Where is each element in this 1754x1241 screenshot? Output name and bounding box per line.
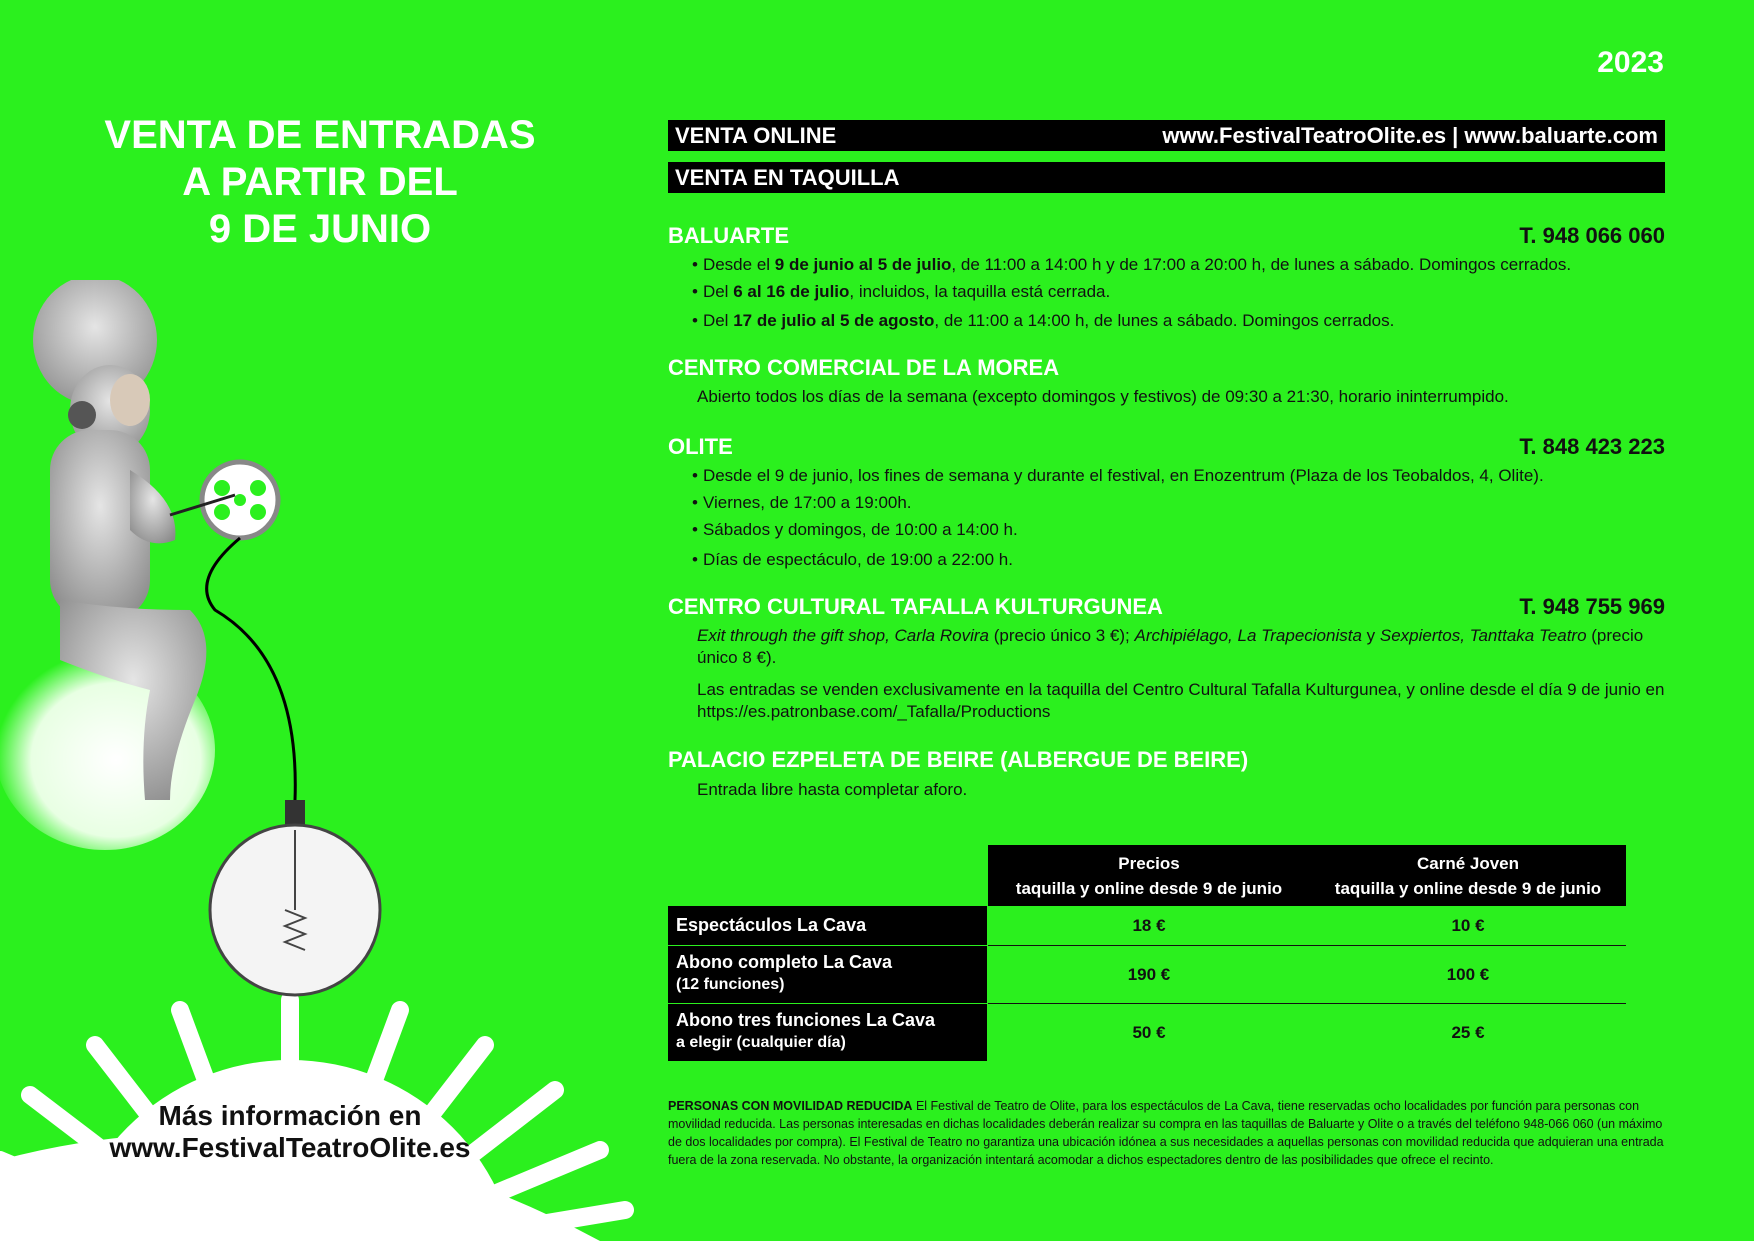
price-cell: 25 € (1451, 1023, 1485, 1042)
more-info-url[interactable]: www.FestivalTeatroOlite.es (109, 1132, 471, 1163)
price-cell: 10 € (1451, 916, 1485, 935)
table-row-label: Abono tres funciones La Cava a elegir (cualquier día) (668, 1004, 987, 1061)
olite-item-2: • Viernes, de 17:00 a 19:00h. (692, 492, 912, 514)
accessibility-note: PERSONAS CON MOVILIDAD REDUCIDA El Festival de Teatro de Olite, para los espectáculos de La Cava, tiene reservadas ocho localidades por función para personas con movilidad reducida. Las personas interesadas en dichas localidades deberán realizar su compra en las taquillas de Baluarte y Olite o a través del teléfono 948-066 060 (un máximo de dos localidades por compra). El Festival de Teatro no garantiza una ubicación idónea a sus necesidades a aquellas personas con movilidad reducida que adquieran una entrada fuera de la zona reservada. No obstante, la organización intentará acomodar a dichos espectadores dentro de las posibilidades que ofrece el recinto. (668, 1099, 1664, 1167)
morea-text: Abierto todos los días de la semana (excepto domingos y festivos) de 09:30 a 21:30, horario ininterrumpido. (697, 387, 1509, 406)
olite-heading (668, 433, 1665, 461)
morea-heading (668, 354, 1665, 382)
tafalla-heading (668, 593, 1665, 621)
baluarte-item-1: • Desde el 9 de junio al 5 de julio, de 11:00 a 14:00 h y de 17:00 a 20:00 h, de lunes a sábado. Domingos cerrados. (692, 254, 1571, 276)
more-info (70, 1100, 510, 1164)
baluarte-item-3: • Del 17 de julio al 5 de agosto, de 11:00 a 14:00 h, de lunes a sábado. Domingos cerrados. (692, 310, 1394, 332)
year: 2023 (1597, 46, 1664, 79)
baluarte-title: BALUARTE (668, 223, 789, 248)
tafalla-title: CENTRO CULTURAL TAFALLA KULTURGUNEA (668, 594, 1163, 619)
price-cell: 50 € (1132, 1023, 1166, 1042)
morea-title: CENTRO COMERCIAL DE LA MOREA (668, 355, 1060, 380)
venta-online-bar (668, 120, 1665, 151)
tafalla-phone: T. 948 755 969 (1519, 594, 1665, 619)
baluarte-phone: T. 948 066 060 (1519, 223, 1665, 248)
reel (202, 462, 278, 538)
bulb-icon (210, 800, 380, 995)
ezpeleta-text: Entrada libre hasta completar aforo. (697, 780, 968, 799)
headline-line-3: 9 DE JUNIO (208, 207, 432, 251)
tafalla-info: Las entradas se venden exclusivamente en la taquilla del Centro Cultural Tafalla Kulturgunea, y online desde el día 9 de junio en https://es.patronbase.com/_Tafalla/Productions (697, 680, 1665, 721)
tafalla-prices: Exit through the gift shop, Carla Rovira (precio único 3 €); Archipiélago, La Trapecionista y Sexpiertos, Tanttaka Teatro (precio único 8 €). (697, 626, 1644, 667)
illustration (0, 280, 640, 1241)
headline-line-1: VENTA DE ENTRADAS (104, 113, 536, 157)
olite-title: OLITE (668, 434, 733, 459)
venta-taquilla-label: VENTA EN TAQUILLA (675, 165, 900, 190)
venta-online-sites[interactable]: www.FestivalTeatroOlite.es | www.baluarte.com (1162, 123, 1658, 148)
headline (60, 112, 580, 253)
baluarte-item-2: • Del 6 al 16 de julio, incluidos, la taquilla está cerrada. (692, 281, 1110, 303)
ezpeleta-heading (668, 746, 1665, 774)
table-row-label: Abono completo La Cava (12 funciones) (668, 946, 987, 1003)
baluarte-heading (668, 222, 1665, 250)
price-cell: 100 € (1446, 965, 1490, 984)
price-header-regular: Precios taquilla y online desde 9 de junio (988, 845, 1310, 906)
price-header-carne-joven: Carné Joven taquilla y online desde 9 de junio (1310, 845, 1626, 906)
olite-phone: T. 848 423 223 (1519, 434, 1665, 459)
olite-item-3: • Sábados y domingos, de 10:00 a 14:00 h. (692, 519, 1018, 541)
price-cell: 18 € (1132, 916, 1166, 935)
table-row-label: Espectáculos La Cava (668, 906, 987, 945)
more-info-label: Más información en (158, 1100, 422, 1131)
venta-taquilla-bar (668, 162, 1665, 193)
venta-online-label: VENTA ONLINE (675, 123, 837, 148)
price-cell: 190 € (1127, 965, 1171, 984)
olite-item-4: • Días de espectáculo, de 19:00 a 22:00 h. (692, 549, 1013, 571)
ezpeleta-title: PALACIO EZPELETA DE BEIRE (ALBERGUE DE BEIRE) (668, 747, 1249, 772)
olite-item-1: • Desde el 9 de junio, los fines de semana y durante el festival, en Enozentrum (Plaza de los Teobaldos, 4, Olite). (692, 465, 1544, 487)
headline-line-2: A PARTIR DEL (182, 160, 458, 204)
